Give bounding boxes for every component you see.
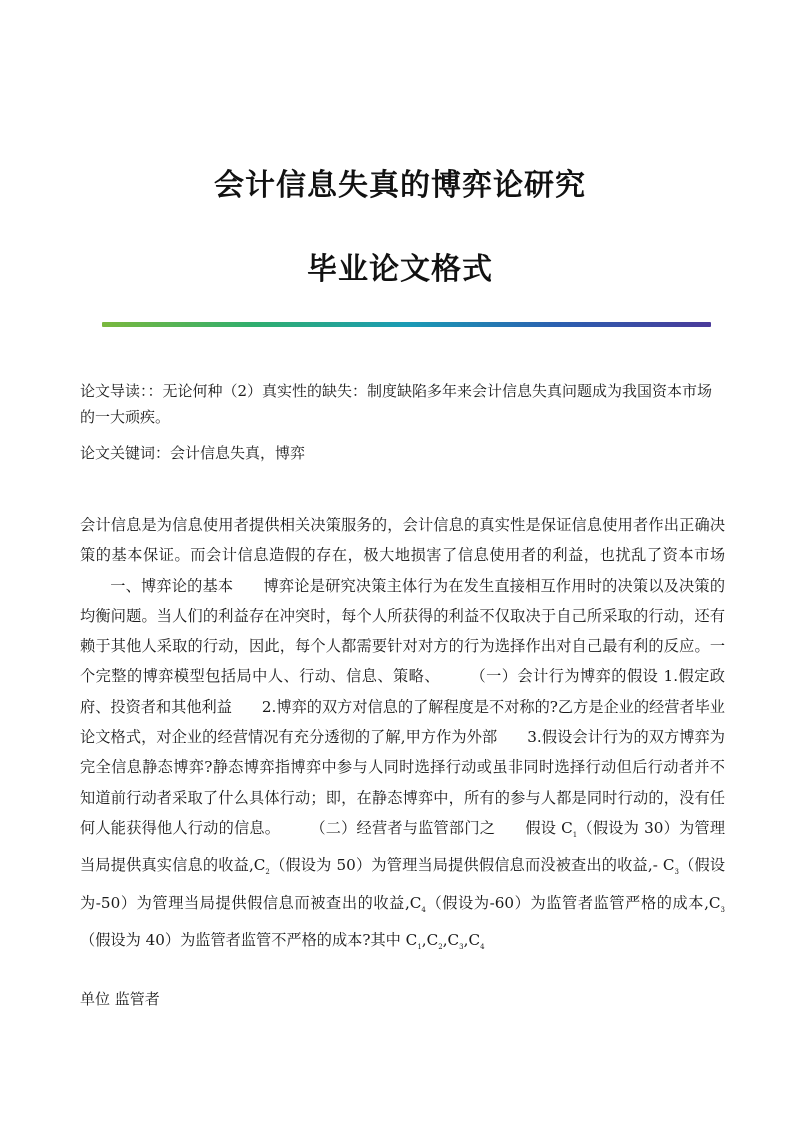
body-sentence: 会计信息是为信息使用者提供相关决策服务的，会计信息的真实性是保证信息使用者作出正确决策的基本保证。而会计信息造假的存在，极大地损害了信息使用者的利益，也扰乱了资本市场 [80, 516, 725, 565]
gradient-divider [102, 322, 711, 327]
subscript: 3 [459, 942, 464, 951]
subscript: 2 [265, 868, 270, 877]
body-sentence: 假设 C [525, 818, 573, 837]
body-sentence: （假设为-60）为监管者监管严格的成本,C [425, 893, 721, 912]
subscript: 1 [572, 831, 578, 839]
body-sentence: （假设为 40）为监管者监管不严格的成本?其中 C [80, 930, 418, 949]
section-heading-2: （二）经营者与监管部门之 [310, 818, 496, 837]
keywords-text: 论文关键词：会计信息失真，博弈 [80, 444, 306, 462]
subscript: 2 [438, 942, 443, 951]
body-sentence: ,C [421, 930, 439, 949]
abstract-text: 论文导读：：无论何种（2）真实性的缺失：制度缺陷多年来会计信息失真问题成为我国资本市场的一大顽疾。 [80, 382, 713, 426]
body-sentence: 博弈论是研究决策主体行为在发生直接相互作用时的决策以及决策的均衡问题。当人们的利益存在冲突时，每个人所获得的利益不仅取决于自己所采取的行动，还有赖于其他人采取的行动，因此，每个人都需要针对对方的行为选择作出对自己最有利的反应。一个完整的博弈模型包括局中人、行动、信息、策略、 [80, 576, 726, 686]
section-heading-1-1: （一）会计行为博弈的假设 1.假定政府、投资者和其他利益 [80, 667, 725, 716]
subscript: 3 [720, 905, 726, 914]
subscript: 3 [674, 868, 679, 877]
body-sentence: （假设为-50）为管理当局提供假信息而被查出的收益,C [80, 856, 726, 912]
subscript: 1 [417, 942, 422, 951]
section-heading-1: 一、博弈论的基本 [110, 576, 234, 595]
document-title: 会计信息失真的博弈论研究 [214, 168, 586, 203]
subscript: 4 [421, 905, 426, 914]
subscript: 4 [480, 942, 485, 951]
body-sentence: ,C [442, 930, 460, 949]
body-sentence: （假设为 50）为管理当局提供假信息而没被查出的收益,- C [269, 856, 675, 875]
body-paragraph [80, 510, 725, 962]
body-sentence: ,C [463, 930, 481, 949]
body-sentence: 2.博弈的双方对信息的了解程度是不对称的?乙方是企业的经营者毕业论文格式，对企业的经营情况有充分透彻的了解,甲方作为外部 [80, 697, 725, 747]
document-subtitle: 毕业论文格式 [307, 252, 493, 287]
body-sentence: （假设为 30）为管理当局提供真实信息的收益,C [80, 818, 726, 875]
body-text [80, 510, 725, 962]
table-header-text: 单位 监管者 [80, 990, 160, 1008]
body-sentence: 3.假设会计行为的双方博弈为完全信息静态博弈?静态博弈指博弈中参与人同时选择行动或虽非同时选择行动但后行动者并不知道前行动者采取了什么具体行动；即，在静态博弈中，所有的参与人都是同时行动的，没有任何人能获得他人行动的信息。 [80, 728, 725, 837]
